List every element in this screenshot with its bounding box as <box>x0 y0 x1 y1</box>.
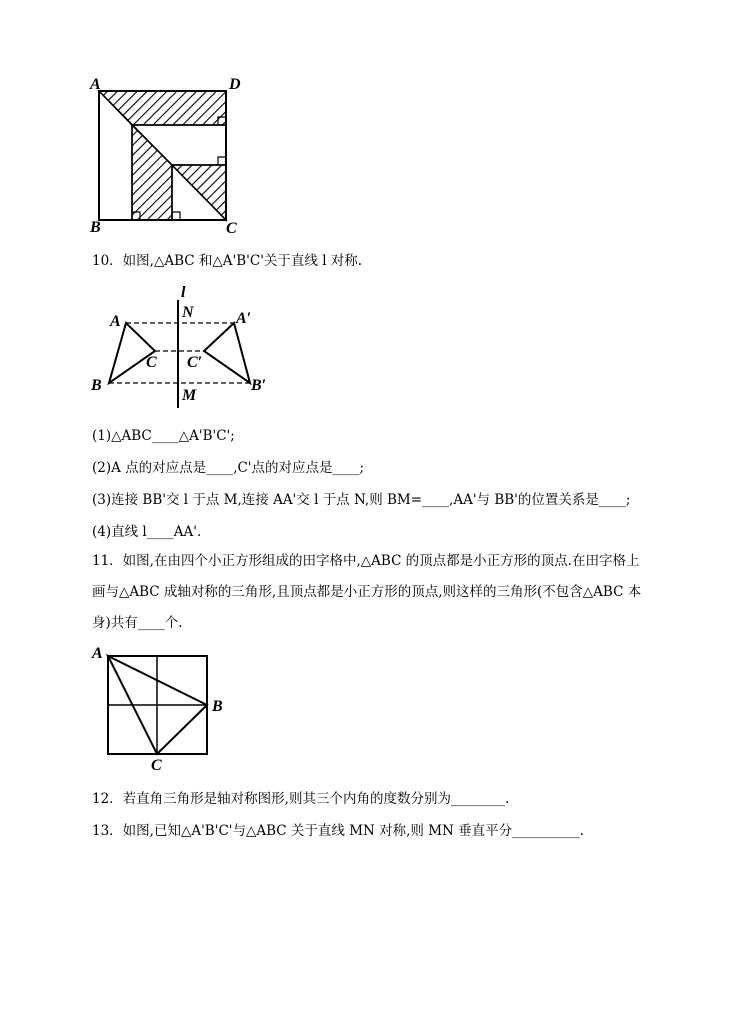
label-l: l <box>181 284 186 301</box>
label-D: D <box>229 76 241 93</box>
label-N: N <box>182 304 194 321</box>
label-A: A <box>110 313 121 330</box>
label-C: C <box>226 220 237 237</box>
label-A: A <box>90 76 101 93</box>
triangle-A-prime <box>204 323 250 383</box>
triangle-ABC <box>109 323 155 383</box>
q11-line1: 11．如图,在由四个小正方形组成的田字格中,△ABC 的顶点都是小正方形的顶点.在田字格上 <box>92 553 640 569</box>
q10-part3: (3)连接 BB'交 l 于点 M,连接 AA'交 l 于点 N,则 BM=____,AA'与 BB'的位置关系是____; <box>92 492 631 508</box>
q10-part2: (2)A 点的对应点是____,C'点的对应点是____; <box>92 460 365 476</box>
label-B-prime: B′ <box>251 377 267 394</box>
q10-part1: (1)△ABC____△A'B'C'; <box>92 428 235 444</box>
label-C: C <box>151 757 162 774</box>
label-A: A <box>92 645 103 662</box>
q10-part4: (4)直线 l____AA'. <box>92 524 202 540</box>
label-M: M <box>182 387 197 404</box>
q12: 12．若直角三角形是轴对称图形,则其三个内角的度数分别为________. <box>92 791 510 807</box>
q10-stem: 10．如图,△ABC 和△A'B'C'关于直线 l 对称. <box>92 253 363 269</box>
label-B: B <box>212 698 223 715</box>
q11-line2: 画与△ABC 成轴对称的三角形,且顶点都是小正方形的顶点,则这样的三角形(不包含△ABC 本 <box>92 584 642 600</box>
label-C-prime: C′ <box>187 354 203 371</box>
q13: 13．如图,已知△A'B'C'与△ABC 关于直线 MN 对称,则 MN 垂直平分__________. <box>92 823 584 839</box>
hatched-top-band <box>99 91 226 125</box>
square-hatched-figure <box>85 72 255 242</box>
grid-figure <box>100 650 215 760</box>
label-B: B <box>90 219 101 236</box>
label-C: C <box>146 354 157 371</box>
hatched-left-region <box>132 125 172 220</box>
label-A-prime: A′ <box>236 310 252 327</box>
q11-line3: 身)共有____个. <box>92 615 183 631</box>
label-B: B <box>91 377 102 394</box>
